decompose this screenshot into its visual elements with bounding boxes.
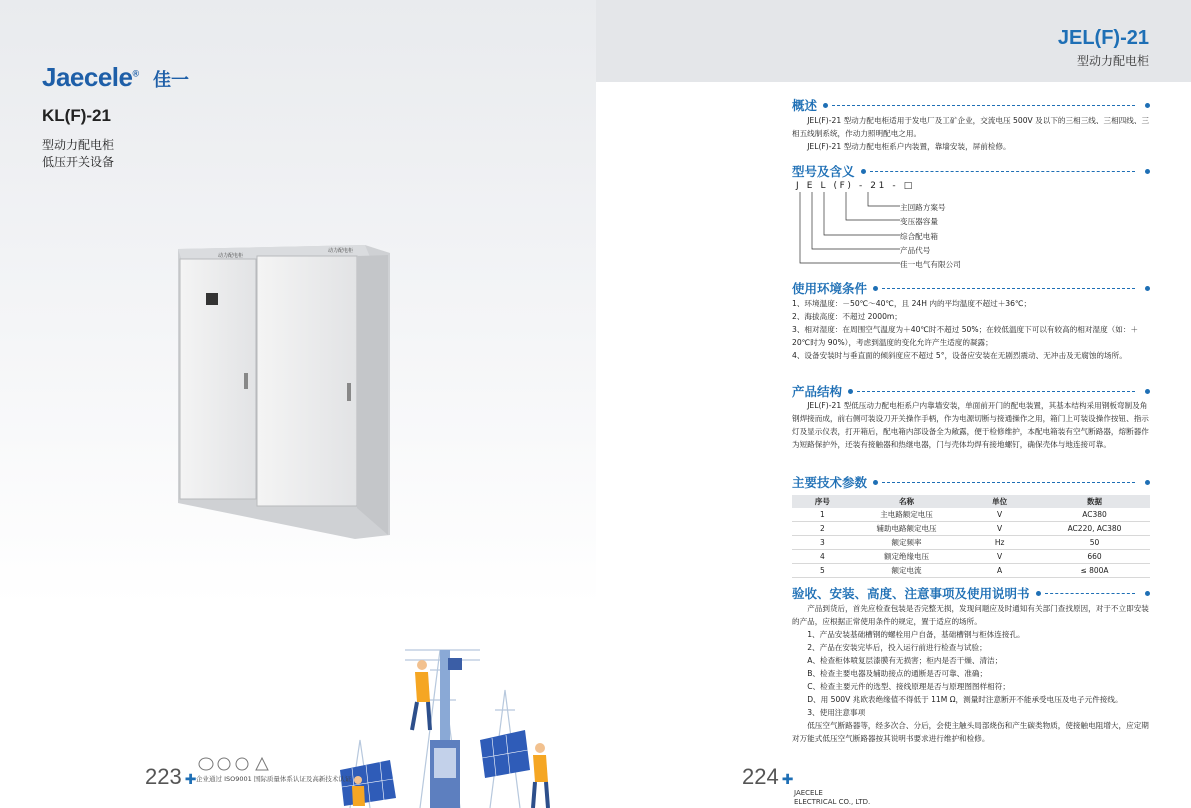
table-cell: 额定频率 bbox=[853, 536, 960, 550]
model-label: 佳一电气有限公司 bbox=[900, 260, 961, 269]
list-item: B、检查主要电器及辅助接点的通断是否可靠、准确； bbox=[807, 669, 988, 678]
bullet-dot-icon bbox=[861, 169, 866, 174]
section-title: 型号及含义 bbox=[792, 164, 855, 179]
bullet-dot-icon bbox=[1145, 389, 1150, 394]
table-row bbox=[792, 508, 1150, 522]
section-title: 主要技术参数 bbox=[792, 475, 868, 490]
table-row bbox=[792, 522, 1150, 536]
table-cell: Hz bbox=[960, 536, 1039, 550]
dashed-divider bbox=[870, 171, 1135, 172]
list-item: 2、海拔高度：不超过 2000m； bbox=[792, 312, 902, 321]
table-cell: 额定绝缘电压 bbox=[853, 550, 960, 564]
list-item: 2、产品在安装完毕后，投入运行前进行检查与试验； bbox=[807, 643, 987, 652]
section-model-heading bbox=[792, 162, 1150, 180]
plus-icon: ✚ bbox=[781, 771, 794, 787]
cabinet-door-label: 动力配电柜 bbox=[218, 253, 244, 259]
table-row bbox=[792, 550, 1150, 564]
bullet-dot-icon bbox=[1036, 591, 1041, 596]
tech-params-table bbox=[792, 495, 1150, 578]
list-item: 4、设备安装时与垂直面的倾斜度应不超过 5°，设备应安装在无剧烈震动、无冲击及无腐蚀的场所。 bbox=[792, 351, 1127, 360]
product-subtitle bbox=[42, 137, 114, 171]
table-cell: AC380 bbox=[1039, 508, 1150, 522]
table-cell: AC220, AC380 bbox=[1039, 522, 1150, 536]
table-row bbox=[792, 536, 1150, 550]
table-cell: 660 bbox=[1039, 550, 1150, 564]
paragraph: 产品到货后，首先应检查包装是否完整无损，发现问题应及时通知有关部门查找原因，对于不立即安装的产品，应根据正常使用条件的规定，置于适应的场所。 bbox=[792, 604, 1149, 626]
bullet-dot-icon bbox=[823, 103, 828, 108]
brand-logo bbox=[42, 62, 139, 93]
cabinet-image bbox=[160, 243, 400, 543]
paragraph: JEL(F)-21 型动力配电柜系户内装置，靠墙安装，屏前检修。 bbox=[807, 142, 1011, 151]
table-cell: 4 bbox=[792, 550, 853, 564]
bullet-dot-icon bbox=[873, 480, 878, 485]
dashed-divider bbox=[882, 288, 1135, 289]
page-number-text: 224 bbox=[742, 764, 779, 789]
dashed-divider bbox=[882, 482, 1135, 483]
dashed-divider bbox=[1045, 593, 1135, 594]
section-environment-heading bbox=[792, 279, 1150, 297]
section-params-heading bbox=[792, 473, 1150, 491]
column-header: 数据 bbox=[1039, 495, 1150, 508]
section-structure-heading bbox=[792, 382, 1150, 400]
column-header: 单位 bbox=[960, 495, 1039, 508]
logo-text: Jaecele bbox=[42, 62, 133, 92]
column-header: 序号 bbox=[792, 495, 853, 508]
logo-chinese: 佳一 bbox=[153, 70, 189, 91]
table-cell: V bbox=[960, 508, 1039, 522]
bullet-dot-icon bbox=[873, 286, 878, 291]
list-item: 1、环境温度：－50℃～40℃，且 24H 内的平均温度不超过＋36℃； bbox=[792, 299, 1032, 308]
environment-list bbox=[792, 297, 1150, 362]
section-title: 验收、安装、高度、注意事项及使用说明书 bbox=[792, 586, 1030, 601]
table-cell: V bbox=[960, 522, 1039, 536]
model-label: 变压器容量 bbox=[900, 217, 938, 226]
table-cell: ≤ 800A bbox=[1039, 564, 1150, 578]
overview-text bbox=[792, 114, 1150, 153]
list-item: 3、使用注意事项 bbox=[807, 708, 866, 717]
table-cell: 额定电流 bbox=[853, 564, 960, 578]
product-model: KL(F)-21 bbox=[42, 106, 111, 125]
list-item: 3、相对湿度：在周围空气温度为＋40℃时不超过 50%；在较低温度下可以有较高的相对湿度（如：＋20℃时为 90%），考虑到温度的变化允许产生适度的凝露； bbox=[792, 325, 1139, 347]
list-item: C、检查主要元件的选型、接线原理是否与原理图图样相符； bbox=[807, 682, 1010, 691]
table-cell: 5 bbox=[792, 564, 853, 578]
cabinet-door-label: 动力配电柜 bbox=[328, 248, 354, 254]
section-title: 产品结构 bbox=[792, 384, 843, 399]
power-worker-illustration bbox=[330, 630, 596, 808]
page-title: JEL(F)-21 bbox=[1057, 27, 1149, 49]
table-cell: A bbox=[960, 564, 1039, 578]
table-cell: 2 bbox=[792, 522, 853, 536]
section-title: 概述 bbox=[792, 98, 818, 113]
company-english-name bbox=[794, 789, 870, 807]
bullet-dot-icon bbox=[848, 389, 853, 394]
table-row bbox=[792, 564, 1150, 578]
bullet-dot-icon bbox=[1145, 103, 1150, 108]
list-item: D、用 500V 兆欧表绝缘值不得低于 11M Ω，测量时注意断开不能承受电压及电子元件接线。 bbox=[807, 695, 1123, 704]
logo-mark: ® bbox=[132, 68, 139, 79]
dashed-divider bbox=[832, 105, 1135, 106]
page-number bbox=[742, 764, 793, 790]
paragraph: JEL(F)-21 型低压动力配电柜系户内靠墙安装，单面前开门的配电装置，其基本结构采用钢板弯制及角钢焊接而成，前右侧可装设刀开关操作手柄，作为电源切断与接通操作之用，箱门上可装设操作按钮、指示灯及显示仪表，打开箱后，配电箱内部设备全为敞露，便于检修维护，本配电箱装有空气断路器，熔断器作为短路保护外，还装有接触器和热继电器，门与壳体均焊有接地螺钉，确保壳体与地连接可靠。 bbox=[792, 401, 1149, 449]
paragraph: JEL(F)-21 型动力配电柜适用于发电厂及工矿企业，交流电压 500V 及以下的三相三线、三相四线、三相五线制系统，作动力照明配电之用。 bbox=[792, 116, 1150, 138]
table-cell: V bbox=[960, 550, 1039, 564]
acceptance-text bbox=[792, 602, 1150, 745]
company-name-line: ELECTRICAL CO., LTD. bbox=[794, 798, 871, 806]
table-cell: 50 bbox=[1039, 536, 1150, 550]
page-subtitle: 型动力配电柜 bbox=[1076, 54, 1149, 68]
table-cell: 主电路额定电压 bbox=[853, 508, 960, 522]
certification-logos bbox=[198, 756, 270, 772]
paragraph: 低压空气断路器等，经多次合、分后，会使主触头局部烧伤和产生碳类物质，使接触电阻增大，应定期对万能式低压空气断路器按其说明书要求进行维护和检修。 bbox=[792, 721, 1149, 743]
table-cell: 1 bbox=[792, 508, 853, 522]
bullet-dot-icon bbox=[1145, 480, 1150, 485]
bullet-dot-icon bbox=[1145, 169, 1150, 174]
model-label: 产品代号 bbox=[900, 246, 931, 255]
plus-icon: ✚ bbox=[184, 771, 197, 787]
model-code-leader-lines bbox=[796, 192, 900, 266]
bullet-dot-icon bbox=[1145, 591, 1150, 596]
table-header-row bbox=[792, 495, 1150, 508]
model-label: 综合配电箱 bbox=[900, 232, 938, 241]
section-overview-heading bbox=[792, 96, 1150, 114]
structure-text bbox=[792, 399, 1150, 451]
subtitle-line: 低压开关设备 bbox=[42, 155, 115, 169]
section-title: 使用环境条件 bbox=[792, 281, 868, 296]
subtitle-line: 型动力配电柜 bbox=[42, 138, 115, 152]
column-header: 名称 bbox=[853, 495, 960, 508]
list-item: 1、产品安装基础槽钢的螺栓用户自备，基础槽钢与柜体连接孔。 bbox=[807, 630, 1025, 639]
table-cell: 辅助电路额定电压 bbox=[853, 522, 960, 536]
model-code: J E L (F) - 21 - □ bbox=[796, 181, 915, 191]
certification-text: 企业通过 ISO9001 国际质量体系认证及高新技术认证 bbox=[196, 775, 352, 783]
dashed-divider bbox=[857, 391, 1135, 392]
page-number-text: 223 bbox=[145, 764, 182, 789]
company-name-line: JAECELE bbox=[794, 789, 823, 797]
list-item: A、检查柜体喷复层漆膜有无损害；柜内是否干燥、清洁； bbox=[807, 656, 1003, 665]
model-label: 主回路方案号 bbox=[900, 203, 946, 212]
section-acceptance-heading bbox=[792, 584, 1150, 602]
table-cell: 3 bbox=[792, 536, 853, 550]
bullet-dot-icon bbox=[1145, 286, 1150, 291]
page-number bbox=[145, 764, 196, 790]
